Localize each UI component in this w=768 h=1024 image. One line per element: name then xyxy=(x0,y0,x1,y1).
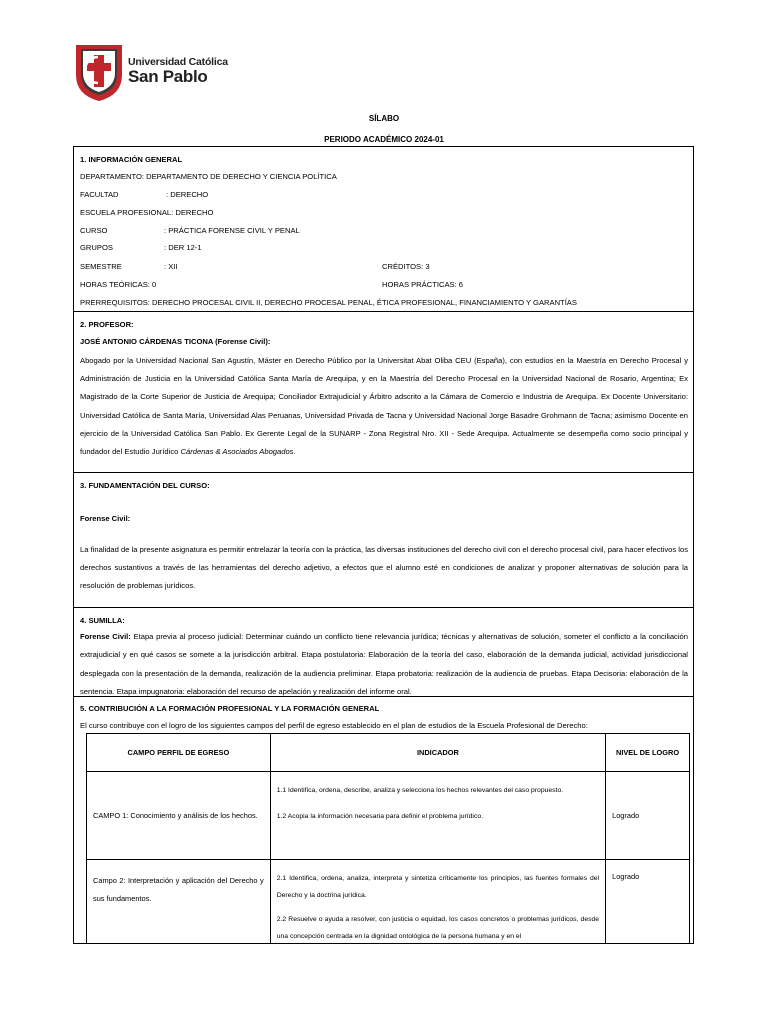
logo-line-1: Universidad Católica xyxy=(128,56,228,68)
university-logo xyxy=(74,43,228,103)
departamento: DEPARTAMENTO: DEPARTAMENTO DE DERECHO Y CIENCIA POLÍTICA xyxy=(80,172,337,181)
column-header: INDICADOR xyxy=(270,734,605,772)
prerrequisitos: PRERREQUISITOS: DERECHO PROCESAL CIVIL II, DERECHO PROCESAL PENAL, ÉTICA PROFESIONAL, FINANCIAMIENTO Y GARANTÍAS xyxy=(80,298,577,307)
semestre-label: SEMESTRE xyxy=(80,262,122,271)
grupos-value: : DER 12-1 xyxy=(164,243,202,252)
logo-line-2: San Pablo xyxy=(128,67,208,86)
contribucion-intro: El curso contribuye con el logro de los siguientes campos del perfil de egreso establecido en el plan de estudios de la Escuela Profesional de Derecho: xyxy=(80,721,588,730)
section-3-heading: 3. FUNDAMENTACIÓN DEL CURSO: xyxy=(80,481,210,490)
semestre-value: : XII xyxy=(164,262,178,271)
section-contribucion xyxy=(73,696,694,944)
law-firm-name: Cárdenas & Asociados Abogados. xyxy=(180,447,296,457)
table-row xyxy=(87,860,690,945)
campo-cell: Campo 2: Interpretación y aplicación del Derecho y sus fundamentos. xyxy=(87,860,271,945)
campo-cell: CAMPO 1: Conocimiento y análisis de los hechos. xyxy=(87,772,271,860)
nivel-cell: Logrado xyxy=(606,860,690,945)
section-sumilla xyxy=(73,607,694,697)
section-1-heading: 1. INFORMACIÓN GENERAL xyxy=(80,155,183,164)
section-5-heading: 5. CONTRIBUCIÓN A LA FORMACIÓN PROFESIONAL Y LA FORMACIÓN GENERAL xyxy=(80,704,380,713)
fundamentacion-subtitle: Forense Civil: xyxy=(80,514,131,523)
table-header-row xyxy=(87,734,690,772)
facultad-value: : DERECHO xyxy=(166,190,209,199)
sumilla-text xyxy=(80,628,688,697)
professor-bio xyxy=(80,352,688,461)
section-professor xyxy=(73,311,694,473)
section-2-heading: 2. PROFESOR: xyxy=(80,320,134,329)
indicador-item: 1.1 Identifica, ordena, describe, analiza y selecciona los hechos relevantes del caso propuesto. xyxy=(276,787,564,794)
section-4-heading: 4. SUMILLA: xyxy=(80,616,125,625)
column-header: CAMPO PERFIL DE EGRESO xyxy=(87,734,271,772)
facultad-label: FACULTAD xyxy=(80,190,119,199)
indicador-cell xyxy=(270,860,605,945)
indicador-item: 2.2 Resuelve o ayuda a resolver, con justicia o equidad, los casos concretos o problemas jurídicos, desde una concepción centrada en la dignidad ontológica de la persona humana y en el xyxy=(276,916,600,940)
shield-cross-icon xyxy=(74,43,124,103)
column-header: NIVEL DE LOGRO xyxy=(606,734,690,772)
indicador-item: 1.2 Acopia la información necesaria para definir el problema jurídico. xyxy=(276,813,484,820)
indicador-item: 2.1 Identifica, ordena, analiza, interpreta y sintetiza críticamente los principios, las fuentes formales del Derecho y la doctrina jurídica. xyxy=(276,875,600,899)
curso-label: CURSO xyxy=(80,226,108,235)
section-fundamentacion xyxy=(73,472,694,608)
document-title: SÍLABO xyxy=(368,114,400,123)
sumilla-body: Etapa previa al proceso judicial: Determinar cuándo un conflicto tiene relevancia jurídica; técnicas y alternativas de solución, someter el conflicto a la conciliación extrajudicial y en qué casos se somete a la jurisdicción arbitral. Etapa postulatoria: Elaboración de la teoría del caso, elaboración de la demanda judicial, actividad jurisdiccional desplegada con la presentación de la demanda, realización de la audiencia preliminar. Etapa probatoria: realización de la audiencia de pruebas. Etapa Decisoria: elaboración de la sentencia. Etapa impugnatoria: elaboración del recurso de apelación y realización del informe oral. xyxy=(80,632,688,697)
horas-practicas: HORAS PRÁCTICAS: 6 xyxy=(382,280,464,289)
grupos-label: GRUPOS xyxy=(80,243,113,252)
indicador-cell xyxy=(270,772,605,860)
curso-value: : PRÁCTICA FORENSE CIVIL Y PENAL xyxy=(164,226,300,235)
section-general-info xyxy=(73,146,694,312)
perfil-egreso-table xyxy=(86,733,690,944)
table-row xyxy=(87,772,690,860)
nivel-cell: Logrado xyxy=(606,772,690,860)
horas-teoricas: HORAS TEÓRICAS: 0 xyxy=(80,280,157,289)
sumilla-subtitle: Forense Civil: xyxy=(80,632,131,641)
academic-period: PERIODO ACADÉMICO 2024-01 xyxy=(324,135,444,144)
professor-name: JOSÉ ANTONIO CÁRDENAS TICONA (Forense Civil): xyxy=(80,337,271,346)
professor-bio-text: Abogado por la Universidad Nacional San Agustín, Máster en Derecho Público por la Universitat Abat Oliba CEU (España), con estudios en la Maestría en Derecho Procesal y Administración de Justicia en la Universidad Católica Santa María de Arequipa, y en la Maestría del Derecho Procesal en la Universidad Nacional de Rosario, Argentina; Ex Magistrado de la Corte Superior de Justicia de Arequipa; Conciliador Extrajudicial y Árbitro adscrito a la Cámara de Comercio e Industria de Arequipa. Ex Docente Universitario: Universidad Católica de Santa María, Universidad Alas Peruanas, Universidad Privada de Tacna y Universidad Nacional Jorge Basadre Grohmann de Tacna; asimismo Docente en ejercicio de la Universidad Católica San Pablo. Ex Gerente Legal de la SUNARP - Zona Registral Nro. XII - Sede Arequipa. Actualmente se desempeña como socio principal y fundador del Estudio Jurídico xyxy=(80,356,688,457)
creditos: CRÉDITOS: 3 xyxy=(382,262,430,271)
escuela: ESCUELA PROFESIONAL: DERECHO xyxy=(80,208,214,217)
fundamentacion-text: La finalidad de la presente asignatura es permitir entrelazar la teoría con la práctica, las diversas instituciones del derecho civil con el derecho procesal civil, para hacer efectivos los derechos sustantivos a través de las herramientas del derecho adjetivo, a efectos que el alumno esté en condiciones de analizar y proponer alternativas de solución para la resolución de problemas jurídicos. xyxy=(80,545,688,591)
